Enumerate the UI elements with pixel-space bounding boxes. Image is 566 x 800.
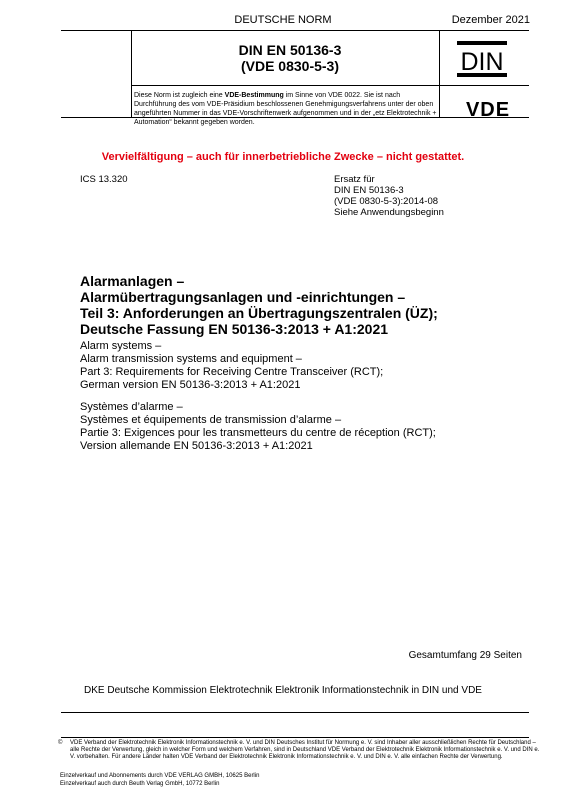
title-english [80, 340, 520, 392]
norm-type-heading: DEUTSCHE NORM [234, 14, 332, 26]
total-pages: Gesamtumfang 29 Seiten [408, 650, 522, 661]
title-line: Deutsche Fassung EN 50136-3:2013 + A1:2021 [80, 321, 389, 337]
note-text: Diese Norm ist zugleich eine [134, 92, 225, 99]
title-line: Partie 3: Exigences pour les transmetteurs du centre de réception (RCT); [80, 427, 436, 439]
title-line: Systèmes d’alarme – [80, 401, 183, 413]
title-line: Version allemande EN 50136-3:2013 + A1:2021 [80, 440, 313, 452]
footer-box [61, 712, 529, 738]
copyright-text: VDE Verband der Elektrotechnik Elektronik Informationstechnik e. V. und DIN Deutsches Institut für Normung e. V. sind Inhaber aller ausschließlichen Rechte für Deutschland – alle Rechte der Verwertung, gleich in welcher Form und welchem Verfahren, sind in Deutschland VDE Verband der Elektrotechnik Elektronik Informationstechnik e. V. und DIN e. V. vorbehalten. Für andere Länder halten VDE Verband der Elektrotechnik Elektronik Informationstechnik e. V. und DIN e. V. alle einfachen Rechte der Verwertung. [70, 740, 540, 760]
din-logo [456, 40, 508, 78]
title-line: Alarm transmission systems and equipment – [80, 353, 302, 365]
replaced-standard-date: (VDE 0830-5-3):2014-08 [334, 196, 439, 207]
vde-logo: VDE [465, 99, 511, 121]
ics-code: ICS 13.320 [80, 174, 128, 185]
title-line: Alarmübertragungsanlagen und -einrichtungen – [80, 289, 406, 305]
sales-info [60, 772, 259, 788]
copyright-symbol: © [58, 740, 63, 746]
sales-line: Einzelverkauf auch durch Beuth Verlag GmbH, 10772 Berlin [60, 781, 220, 787]
title-line: Alarm systems – [80, 340, 162, 352]
standard-designation [140, 42, 440, 74]
vde-determination-note [134, 91, 439, 127]
standard-number: DIN EN 50136-3 [238, 42, 342, 58]
replaced-standard: DIN EN 50136-3 [334, 185, 404, 196]
title-german [80, 273, 520, 337]
din-logo-text: DIN [460, 48, 504, 76]
divider [131, 85, 529, 86]
title-line: Systèmes et équipements de transmission d’alarme – [80, 414, 342, 426]
note-text: im Sinne von VDE 0022. Sie ist nach Durchführung des vom VDE-Präsidium beschlossenen Genehmigungsverfahrens unter der oben angeführten Nummer in das VDE-Vorschriftenwerk aufgenommen und in der „etz Elektrotechnik + Automation“ bekannt gegeben worden. [134, 92, 437, 126]
title-line: Part 3: Requirements for Receiving Centre Transceiver (RCT); [80, 366, 384, 378]
reproduction-notice: Vervielfältigung – auch für innerbetriebliche Zwecke – nicht gestattet. [101, 151, 465, 163]
issue-date: Dezember 2021 [451, 14, 530, 26]
note-emphasis: VDE-Bestimmung [224, 92, 284, 99]
copyright-notice [60, 740, 540, 761]
replacement-label: Ersatz für [334, 174, 375, 185]
title-line: Alarmanlagen – [80, 273, 185, 289]
replacement-info [334, 174, 444, 218]
title-french [80, 401, 520, 453]
title-line: German version EN 50136-3:2013 + A1:2021 [80, 379, 301, 391]
sales-line: Einzelverkauf und Abonnements durch VDE VERLAG GMBH, 10625 Berlin [60, 773, 260, 779]
dke-commission: DKE Deutsche Kommission Elektrotechnik Elektronik Informationstechnik in DIN und VDE [84, 685, 482, 696]
divider [131, 31, 132, 117]
application-note: Siehe Anwendungsbeginn [334, 207, 444, 218]
title-line: Teil 3: Anforderungen an Übertragungszentralen (ÜZ); [80, 305, 438, 321]
vde-classification: (VDE 0830-5-3) [240, 58, 340, 74]
